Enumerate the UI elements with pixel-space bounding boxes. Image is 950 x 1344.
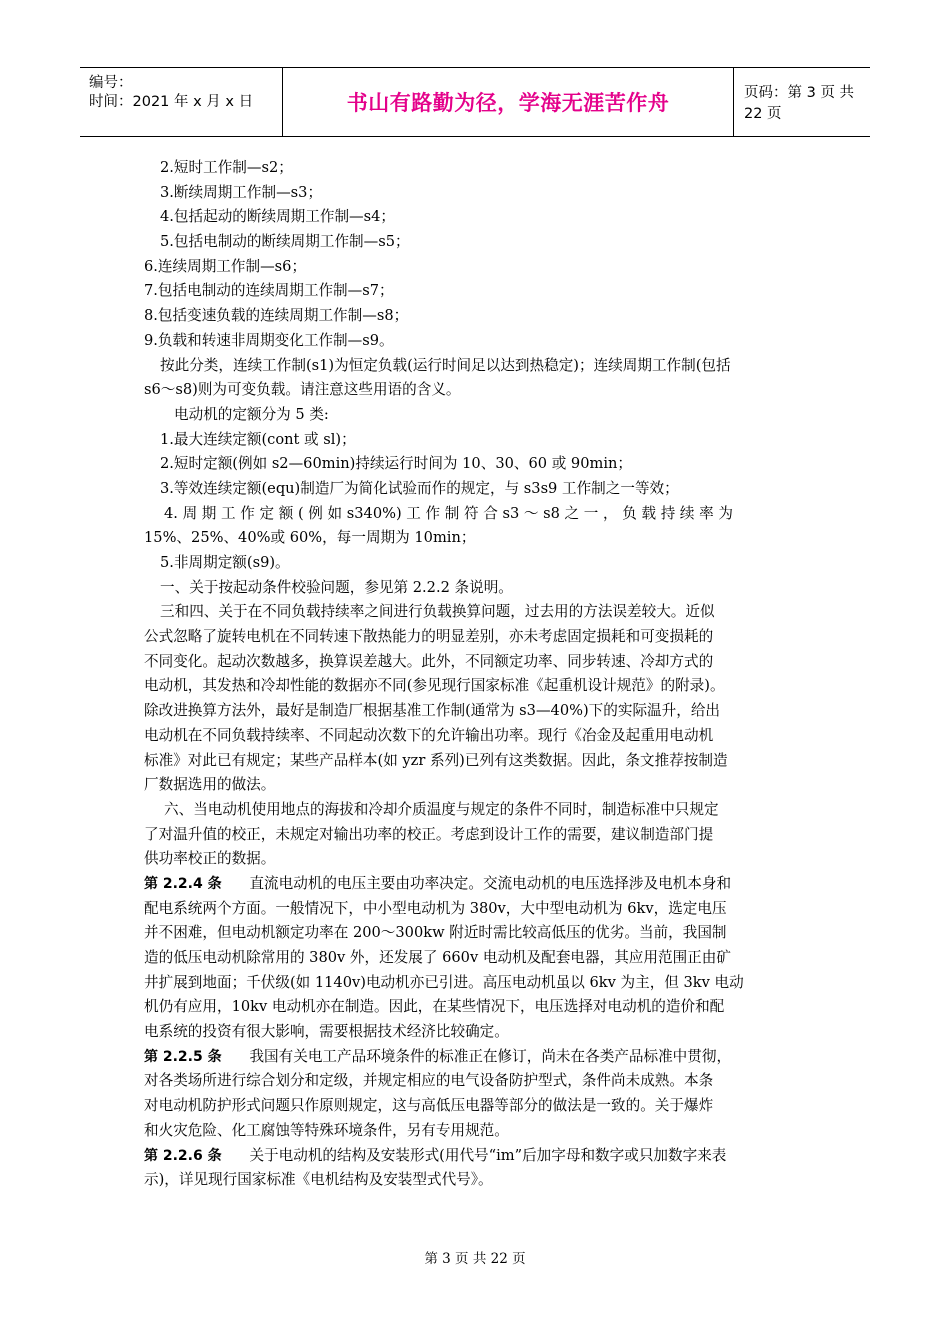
text-line: 2.短时工作制—s2； bbox=[160, 159, 293, 176]
text-line: 7.包括电制动的连续周期工作制—s7； bbox=[144, 282, 394, 300]
page-header bbox=[80, 67, 870, 137]
clause-heading: 第 2.2.5 条 bbox=[144, 1048, 222, 1065]
clause-heading: 第 2.2.4 条 bbox=[144, 875, 222, 892]
text-line: 井扩展到地面；千伏级(如 1140v)电动机亦已引进。高压电动机虽以 6kv 为主，但 3kv 电动 bbox=[144, 973, 744, 991]
time-label: 时间：2021 年 x 月 x 日 bbox=[89, 94, 254, 110]
text-line: 电动机的定额分为 5 类: bbox=[174, 405, 329, 423]
page-footer: 第 3 页 共 22 页 bbox=[424, 1251, 526, 1267]
text-line: 标准》对此已有规定；某些产品样本(如 yzr 系列)已列有这类数据。因此，条文推荐按制造 bbox=[144, 751, 728, 769]
text-line: 4. 周 期 工 作 定 额 ( 例 如 s340%) 工 作 制 符 合 s3 ～ s8 之 一 ， 负 载 持 续 率 为 bbox=[164, 504, 733, 522]
text-line: 5.包括电制动的断续周期工作制—s5； bbox=[160, 233, 410, 251]
text-line: 了对温升值的校正，未规定对输出功率的校正。考虑到设计工作的需要，建议制造部门提 bbox=[144, 825, 714, 843]
text-line bbox=[144, 1045, 808, 1070]
text-line bbox=[144, 872, 808, 897]
text-line: 电动机在不同负载持续率、不同起动次数下的允许输出功率。现行《冶金及起重用电动机 bbox=[144, 726, 714, 744]
text-line: 并不困难，但电动机额定功率在 200～300kw 附近时需比较高低压的优劣。当前，我国制 bbox=[144, 924, 727, 942]
text-line: 造的低压电动机除常用的 380v 外，还发展了 660v 电动机及配套电器，其应用范围正由矿 bbox=[144, 949, 731, 966]
text-line: 电系统的投资有很大影响，需要根据技术经济比较确定。 bbox=[144, 1023, 509, 1041]
clause-text: 直流电动机的电压主要由功率决定。交流电动机的电压选择涉及电机本身和 bbox=[249, 874, 732, 892]
motto-text: 书山有路勤为径，学海无涯苦作舟 bbox=[346, 91, 670, 115]
text-line: s6～s8)则为可变负载。请注意这些用语的含义。 bbox=[144, 381, 461, 399]
text-line: 8.包括变速负载的连续周期工作制—s8； bbox=[144, 307, 409, 325]
header-meta bbox=[80, 68, 282, 136]
text-line: 六、当电动机使用地点的海拔和冷却介质温度与规定的条件不同时，制造标准中只规定 bbox=[164, 800, 719, 818]
text-line: 2.短时定额(例如 s2—60min)持续运行时间为 10、30、60 或 90min； bbox=[160, 455, 632, 473]
number-label: 编号： bbox=[89, 75, 133, 91]
text-line: 不同变化。起动次数越多，换算误差越大。此外，不同额定功率、同步转速、冷却方式的 bbox=[144, 652, 714, 670]
text-line: 一、关于按起动条件校验问题，参见第 2.2.2 条说明。 bbox=[160, 578, 513, 596]
text-line: 机仍有应用，10kv 电动机亦在制造。因此，在某些情况下，电压选择对电动机的造价和配 bbox=[144, 998, 725, 1016]
text-line: 1.最大连续定额(cont 或 sl)； bbox=[160, 430, 356, 448]
text-line: 配电系统两个方面。一般情况下，中小型电动机为 380v，大中型电动机为 6kv，选定电压 bbox=[144, 899, 727, 917]
text-line: 15%、25%、40%或 60%，每一周期为 10min； bbox=[144, 529, 476, 547]
header-page-info bbox=[734, 68, 870, 136]
text-line: 6.连续周期工作制—s6； bbox=[144, 257, 307, 275]
clause-heading: 第 2.2.6 条 bbox=[144, 1147, 222, 1164]
text-line: 4.包括起动的断续周期工作制—s4； bbox=[160, 208, 396, 226]
text-line: 3.断续周期工作制—s3； bbox=[160, 183, 323, 201]
text-line: 按此分类，连续工作制(s1)为恒定负载(运行时间足以达到热稳定)；连续周期工作制(包括 bbox=[160, 356, 731, 374]
clause-text: 关于电动机的结构及安装形式(用代号“im”后加字母和数字或只加数字来表 bbox=[249, 1146, 727, 1164]
text-line: 三和四、关于在不同负载持续率之间进行负载换算问题，过去用的方法误差较大。近似 bbox=[160, 603, 715, 621]
text-line bbox=[144, 1144, 808, 1169]
text-line: 示)，详见现行国家标准《电机结构及安装型式代号》。 bbox=[144, 1171, 493, 1189]
clause-text: 我国有关电工产品环境条件的标准正在修订，尚未在各类产品标准中贯彻， bbox=[249, 1047, 732, 1065]
page-info-text: 页码：第 3 页 共 22 页 bbox=[744, 85, 855, 122]
text-line: 厂数据选用的做法。 bbox=[144, 776, 276, 794]
text-line: 3.等效连续定额(equ)制造厂为简化试验而作的规定，与 s3s9 工作制之一等效； bbox=[160, 479, 679, 497]
text-line: 9.负载和转速非周期变化工作制—s9。 bbox=[144, 331, 394, 349]
text-line: 电动机，其发热和冷却性能的数据亦不同(参见现行国家标准《起重机设计规范》的附录)。 bbox=[144, 677, 725, 695]
text-line: 对电动机防护形式问题只作原则规定，这与高低压电器等部分的做法是一致的。关于爆炸 bbox=[144, 1097, 714, 1115]
text-line: 和火灾危险、化工腐蚀等特殊环境条件，另有专用规范。 bbox=[144, 1121, 509, 1139]
header-motto-cell bbox=[282, 68, 734, 136]
text-line: 5.非周期定额(s9)。 bbox=[160, 554, 290, 571]
text-line: 对各类场所进行综合划分和定级，并规定相应的电气设备防护型式，条件尚未成熟。本条 bbox=[144, 1072, 714, 1090]
document-body bbox=[144, 156, 808, 1193]
text-line: 除改进换算方法外，最好是制造厂根据基准工作制(通常为 s3—40%)下的实际温升，给出 bbox=[144, 702, 721, 720]
text-line: 供功率校正的数据。 bbox=[144, 850, 276, 868]
text-line: 公式忽略了旋转电机在不同转速下散热能力的明显差别，亦未考虑固定损耗和可变损耗的 bbox=[144, 628, 714, 646]
